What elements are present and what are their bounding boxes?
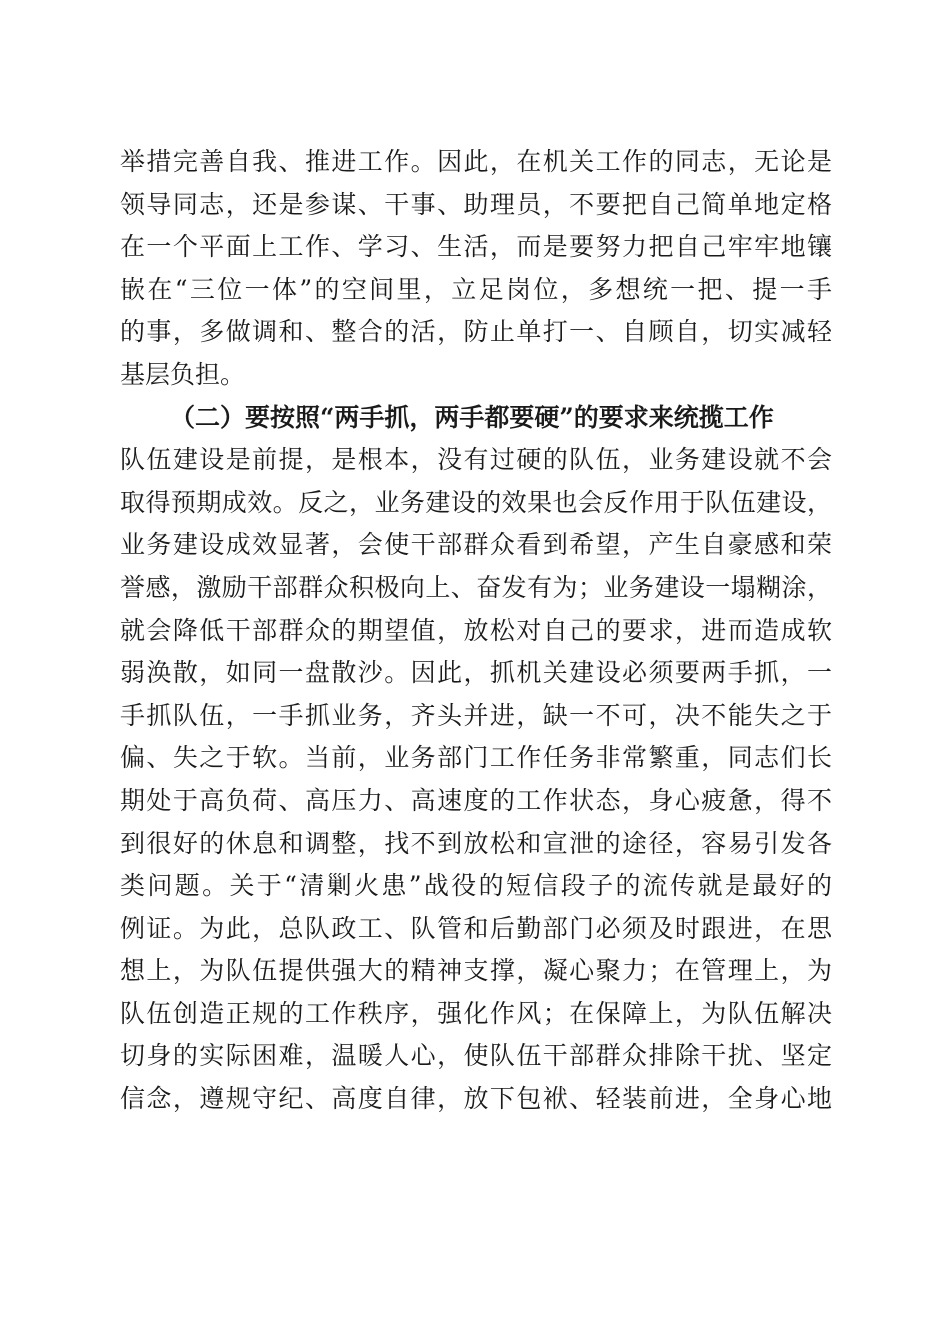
text-line: 想上，为队伍提供强大的精神支撑，凝心聚力；在管理上，为 — [120, 956, 832, 986]
text-line: 取得预期成效。反之，业务建设的效果也会反作用于队伍建设， — [120, 487, 832, 517]
text-line: 信念，遵规守纪、高度自律，放下包袱、轻装前进，全身心地 — [120, 1084, 832, 1114]
section-heading: （二）要按照“两手抓，两手都要硬”的要求来统揽工作 — [170, 402, 774, 432]
text-line: 领导同志，还是参谋、干事、助理员，不要把自己简单地定格 — [120, 189, 832, 219]
text-line: 就会降低干部群众的期望值，放松对自己的要求，进而造成软 — [120, 615, 832, 645]
text-line: 在一个平面上工作、学习、生活，而是要努力把自己牢牢地镶 — [120, 232, 832, 262]
text-line: 队伍创造正规的工作秩序，强化作风；在保障上，为队伍解决 — [120, 998, 832, 1028]
text-line: 嵌在“三位一体”的空间里，立足岗位，多想统一把、提一手 — [120, 274, 832, 304]
text-line: 手抓队伍，一手抓业务，齐头并进，缺一不可，决不能失之于 — [120, 700, 832, 730]
text-line: 基层负担。 — [120, 359, 246, 389]
text-line: 的事，多做调和、整合的活，防止单打一、自顾自，切实减轻 — [120, 317, 832, 347]
text-line: 誉感，激励干部群众积极向上、奋发有为；业务建设一塌糊涂， — [120, 572, 832, 602]
text-line: 切身的实际困难，温暖人心，使队伍干部群众排除干扰、坚定 — [120, 1041, 832, 1071]
text-line: 类问题。关于“清剿火患”战役的短信段子的流传就是最好的 — [120, 871, 832, 901]
text-line: 到很好的休息和调整，找不到放松和宣泄的途径，容易引发各 — [120, 828, 832, 858]
text-line: 偏、失之于软。当前，业务部门工作任务非常繁重，同志们长 — [120, 743, 832, 773]
text-line: 例证。为此，总队政工、队管和后勤部门必须及时跟进，在思 — [120, 913, 832, 943]
text-line: 举措完善自我、推进工作。因此，在机关工作的同志，无论是 — [120, 147, 832, 176]
text-line: 期处于高负荷、高压力、高速度的工作状态，身心疲惫，得不 — [120, 785, 832, 815]
body-text — [120, 141, 832, 1121]
text-line: 队伍建设是前提，是根本，没有过硬的队伍，业务建设就不会 — [120, 445, 832, 475]
text-line: 业务建设成效显著，会使干部群众看到希望，产生自豪感和荣 — [120, 530, 832, 560]
text-line: 弱涣散，如同一盘散沙。因此，抓机关建设必须要两手抓，一 — [120, 658, 832, 688]
